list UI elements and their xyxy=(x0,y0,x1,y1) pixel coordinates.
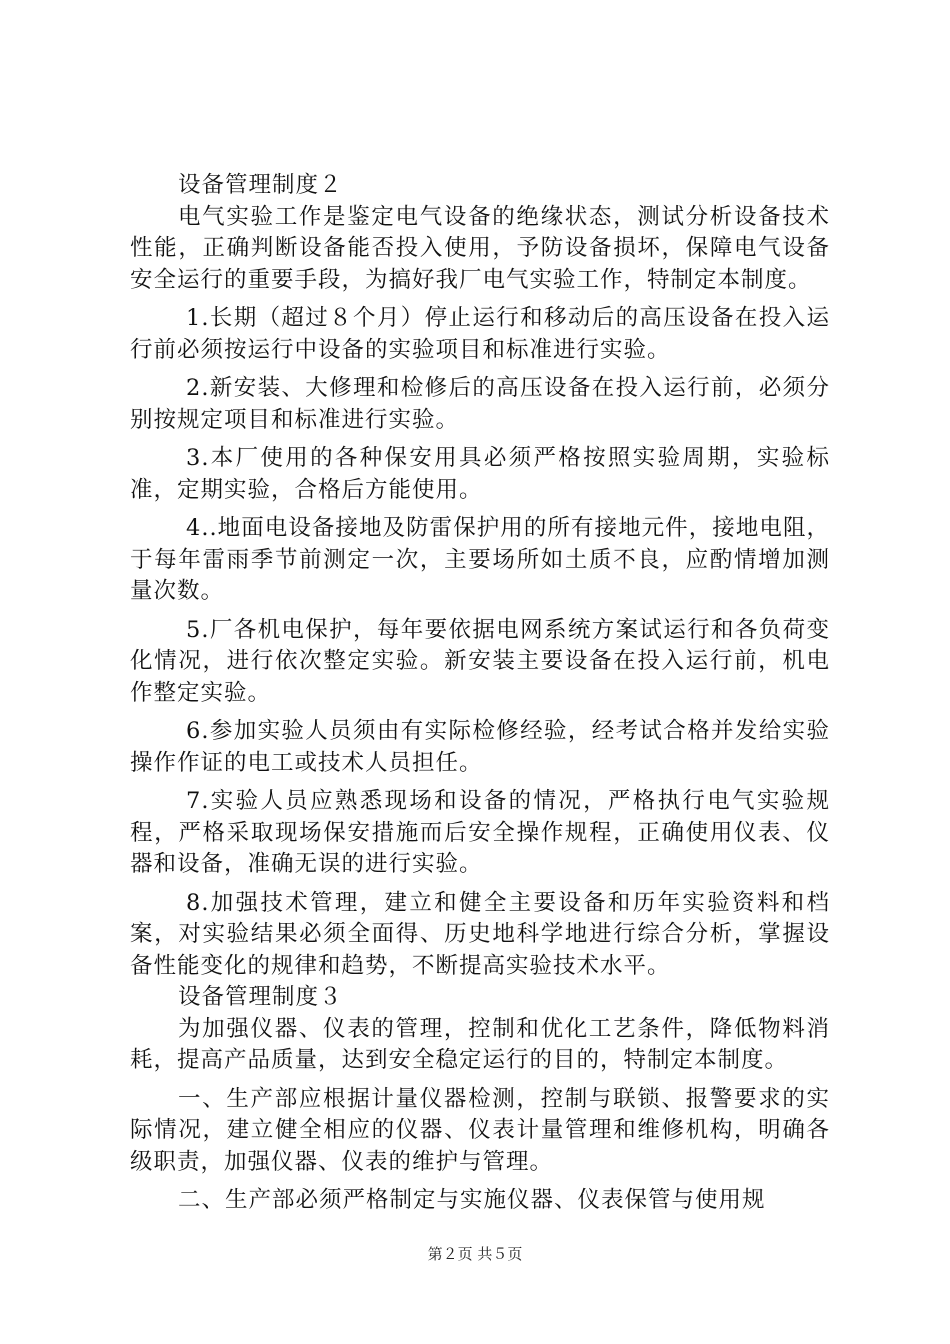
list-item: 8.加强技术管理，建立和健全主要设备和历年实验资料和档案，对实验结果必须全面得、历史地科学地进行综合分析，掌握设备性能变化的规律和趋势，不断提高实验技术水平。 xyxy=(130,889,830,979)
list-item: 一、生产部应根据计量仪器检测，控制与联锁、报警要求的实际情况，建立健全相应的仪器、仪表计量管理和维修机构，明确各级职责，加强仪器、仪表的维护与管理。 xyxy=(130,1085,830,1175)
section-intro: 电气实验工作是鉴定电气设备的绝缘状态，测试分析设备技术性能，正确判断设备能否投入使用，予防设备损坏，保障电气设备安全运行的重要手段，为搞好我厂电气实验工作，特制定本制度。 xyxy=(130,203,830,293)
section-title: 设备管理制度２ xyxy=(178,172,343,198)
list-item: 二、生产部必须严格制定与实施仪器、仪表保管与使用规 xyxy=(178,1187,766,1213)
list-item: 7.实验人员应熟悉现场和设备的情况，严格执行电气实验规程，严格采取现场保安措施而后安全操作规程，正确使用仪表、仪器和设备，准确无误的进行实验。 xyxy=(130,788,830,877)
section-title: 设备管理制度３ xyxy=(178,984,343,1010)
list-item: 5.厂各机电保护，每年要依据电网系统方案试运行和各负荷变化情况，进行依次整定实验。新安装主要设备在投入运行前，机电作整定实验。 xyxy=(130,616,830,706)
page-number: 第２页 共５页 xyxy=(427,1245,523,1263)
list-item: 4..地面电设备接地及防雷保护用的所有接地元件，接地电阻，于每年雷雨季节前测定一次，主要场所如土质不良，应酌情增加测量次数。 xyxy=(130,515,830,604)
list-item: 1.长期（超过８个月）停止运行和移动后的高压设备在投入运行前必须按运行中设备的实验项目和标准进行实验。 xyxy=(130,305,830,363)
list-item: 6.参加实验人员须由有实际检修经验，经考试合格并发给实验操作作证的电工或技术人员担任。 xyxy=(130,718,830,776)
list-item: 3.本厂使用的各种保安用具必须严格按照实验周期，实验标准，定期实验，合格后方能使用。 xyxy=(130,445,830,503)
section-intro: 为加强仪器、仪表的管理，控制和优化工艺条件，降低物料消耗，提高产品质量，达到安全稳定运行的目的，特制定本制度。 xyxy=(130,1015,830,1073)
document-body xyxy=(130,170,830,1217)
list-item: 2.新安装、大修理和检修后的高压设备在投入运行前，必须分别按规定项目和标准进行实验。 xyxy=(130,375,830,433)
